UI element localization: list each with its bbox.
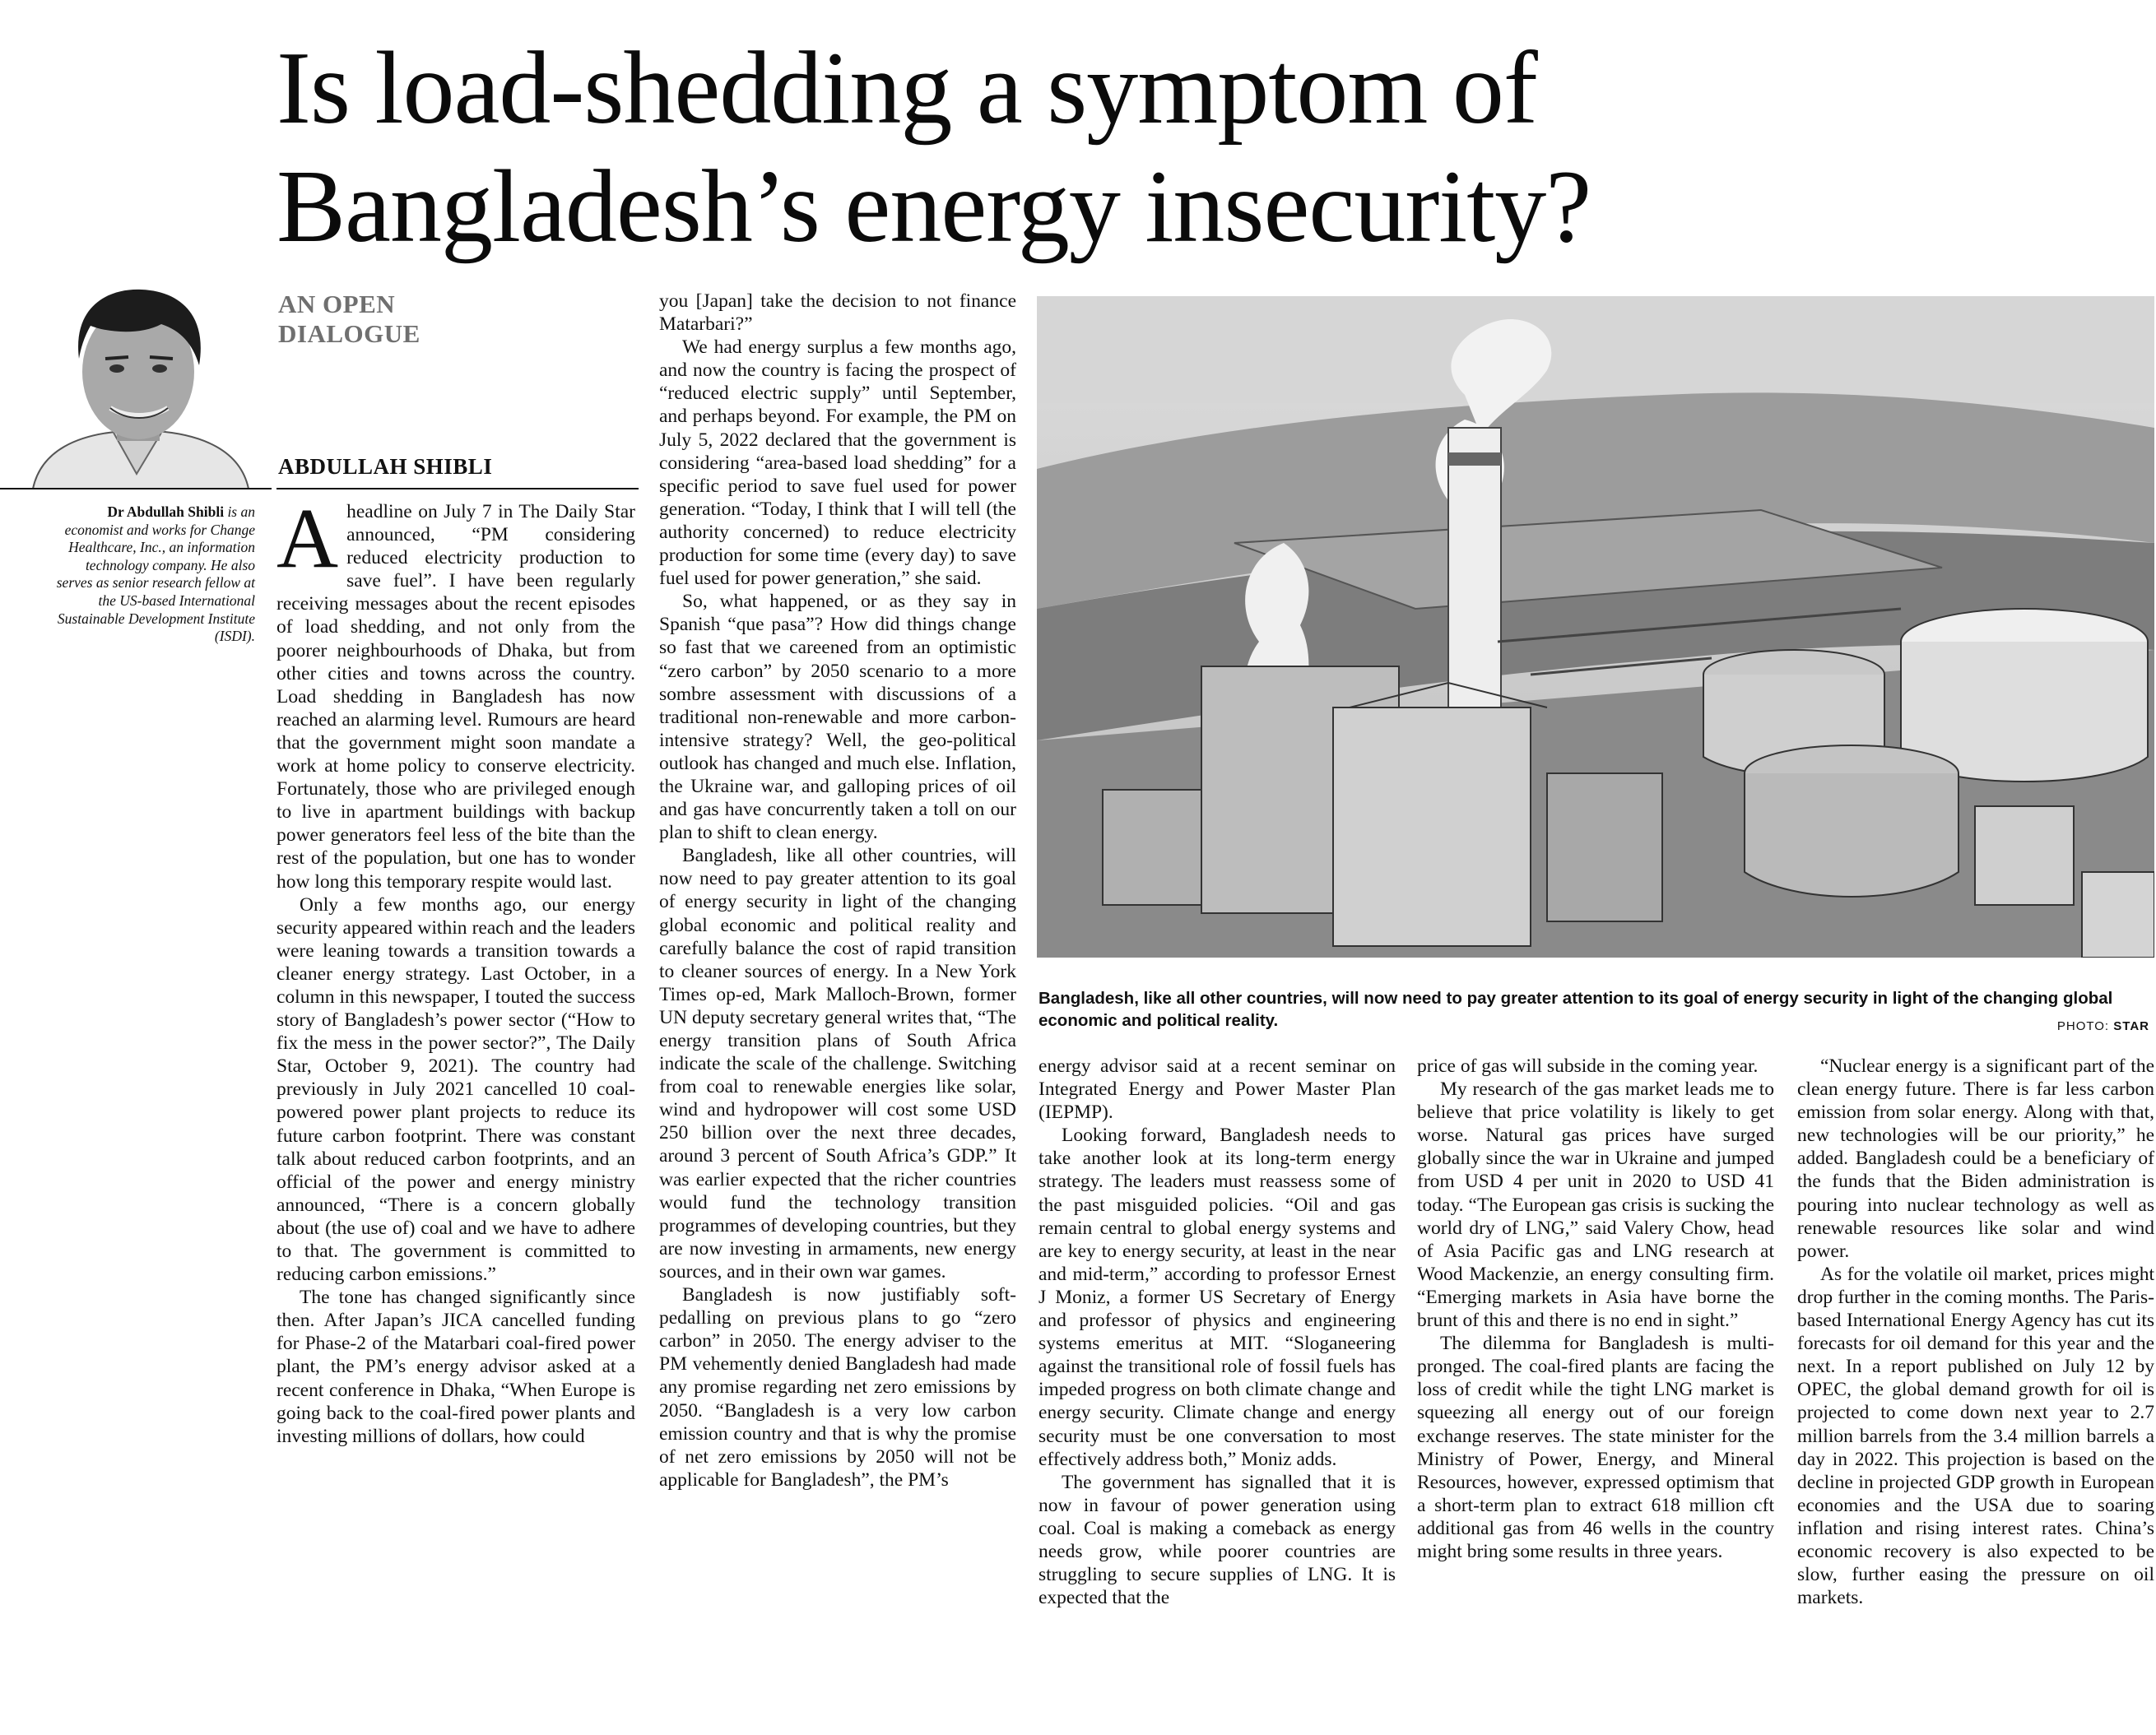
author-bio [49,503,255,646]
article-paragraph: Only a few months ago, our energy security appeared within reach and the leaders were leaning towards a transition towards a cleaner energy strategy. Last October, in a column in this newspaper, I touted the success story of Bangladesh’s power sector (“How to fix the mess in the power sector?”, The Daily Star, October 9, 2021). The country had previously in July 2021 cancelled 10 coal-powered power plant projects to reduce its future carbon footprint. There was constant talk about reduced carbon footprints, and an official of the power and energy ministry announced, “There is a concern globally about (the use of) coal and we have to adhere to that. The government is committed to reducing carbon emissions.” [276,893,635,1286]
article-paragraph: Bangladesh is now justifiably soft-pedalling on previous plans to go “zero carbon” in 2050. The energy adviser to the PM vehemently denied Bangladesh had made any promise regarding net zero emissions by 2050. “Bangladesh is a very low carbon emission country and that is why the promise of net zero emissions by 2050 will not be applicable for Bangladesh”, the PM’s [659,1284,1016,1491]
headline [276,30,1922,267]
article-paragraph: energy advisor said at a recent seminar on Integrated Energy and Power Master Plan (IEPMP). [1039,1055,1396,1124]
article-column-2 [659,290,1016,1731]
article-paragraph: So, what happened, or as they say in Spanish “que pasa”? How did things change so fast that we careened from an optimistic “zero carbon” by 2050 scenario to a more sombre assessment with discussions of a traditional non-renewable and more carbon-intensive strategy? Well, the geo-political outlook has changed and much else. Inflation, the Ukraine war, and galloping prices of oil and gas have concurrently taken a toll on our plan to shift to clean energy. [659,591,1016,844]
photo-credit-source: STAR [2113,1019,2149,1033]
section-kicker [278,290,525,349]
author-byline: ABDULLAH SHIBLI [278,454,493,479]
article-column-1 [276,500,635,1729]
power-plant-photo [1037,296,2154,958]
photo-caption: Bangladesh, like all other countries, will now need to pay greater attention to its goal of energy security in light of the changing global economic and political reality. [1039,989,2113,1030]
article-column-3 [1039,1055,1396,1731]
divider-rule [0,488,272,489]
bio-name: Dr Abdullah Shibli [107,503,225,520]
article-column-5 [1797,1055,2154,1731]
article-paragraph: My research of the gas market leads me to believe that price volatility is likely to get worse. Natural gas prices have surged globally since the war in Ukraine and jumped from USD 4 per unit in 2020 to USD 41 today. “The European gas crisis is sucking the world dry of LNG,” said Valery Chow, head of Asia Pacific gas and LNG research at Wood Mackenzie, an energy consulting firm. “Emerging markets in Asia have borne the brunt of this and there is no end in sight.” [1417,1079,1774,1332]
article-paragraph: The tone has changed significantly since then. After Japan’s JICA cancelled funding for Phase-2 of the Matarbari coal-fired power plant, the PM’s energy advisor asked at a recent conference in Dhaka, “When Europe is going back to the coal-fired power plants and investing millions of dollars, how could [276,1287,635,1447]
article-paragraph: you [Japan] take the decision to not finance Matarbari?” [659,290,1016,336]
article-paragraph: As for the volatile oil market, prices might drop further in the coming months. The Paris-based International Energy Agency has cut its forecasts for oil demand for this year and the next. In a report published on July 12 by OPEC, the global demand growth for oil is projected to come down next year to 2.7 million barrels from the 3.4 million barrels a day in 2022. This projection is based on the decline in projected GDP growth in European economies and the USA due to soaring inflation and rising interest rates. China’s economic recovery is also expected to be slow, further easing the pressure on oil markets. [1797,1263,2154,1609]
drop-cap: A [276,500,339,586]
article-paragraph: The dilemma for Bangladesh is multi-pronged. The coal-fired plants are facing the loss of credit while the tight LNG market is squeezing all energy out of our foreign exchange reserves. The state minister for the Ministry of Power, Energy, and Mineral Resources, however, expressed optimism that a short-term plan to extract 618 million cft additional gas from 46 wells in the country might bring some results in three years. [1417,1333,1774,1562]
headline-line-1: Is load-shedding a symptom of [276,31,1537,146]
author-portrait [0,273,272,489]
byline-rule [276,488,639,489]
photo-credit [2057,1019,2149,1033]
kicker-line-2: DIALOGUE [278,319,421,348]
article-paragraph: We had energy surplus a few months ago, and now the country is facing the prospect of “reduced electric supply” until September, and perhaps beyond. For example, the PM on July 5, 2022 declared that the government is considering “area-based load shedding” for a specific period to save fuel used for power generation. “Today, I think that I will tell (the authority concerned) to reduce electricity production for some time (every day) to save fuel used for power generation,” she said. [659,336,1016,590]
article-column-4 [1417,1055,1774,1731]
article-paragraph: Bangladesh, like all other countries, will now need to pay greater attention to its goal of energy security in light of the changing global economic and political reality and carefully balance the cost of rapid transition to cleaner sources of energy. In a New York Times op-ed, Mark Malloch-Brown, former UN deputy secretary general writes that, “The energy transition plans of South Africa indicate the scale of the challenge. Switching from coal to renewable energies like solar, wind and hydropower will cost some USD 250 billion over the next three decades, around 3 percent of South Africa’s GDP.” It was earlier expected that the richer countries would fund the technology transition programmes of developing countries, but they are now investing in armaments, new energy sources, and in their own war games. [659,845,1016,1283]
article-paragraph: price of gas will subside in the coming year. [1417,1055,1759,1077]
article-paragraph: “Nuclear energy is a significant part of the clean energy future. There is far less carbon emission from solar energy. Along with that, new technologies will be our priority,” he added. Bangladesh could be a beneficiary of the funds that the Biden administration is pouring into nuclear technology as well as renewable resources like solar and wind power. [1797,1055,2154,1262]
headline-line-2: Bangladesh’s energy insecurity? [276,150,1591,264]
article-paragraph: Aheadline on July 7 in The Daily Star announced, “PM considering reduced electricity production to save fuel”. I have been regularly receiving messages about the recent episodes of load shedding, and not only from the poorer neighbourhoods of Dhaka, but from other cities and towns across the country. Load shedding in Bangladesh has now reached an alarming level. Rumours are heard that the government might soon mandate a work at home policy to conserve electricity. Fortunately, those who are privileged enough to live in apartment buildings with backup power generators feel less of the bite than the rest of the population, but one has to wonder how long this temporary respite would last. [276,500,635,893]
kicker-line-1: AN OPEN [278,290,396,318]
bio-text: is an economist and works for Change Healthcare, Inc., an information technology company. He also serves as senior research fellow at the US-based International Sustainable Development Institute (ISDI). [56,503,255,645]
article-paragraph: Looking forward, Bangladesh needs to take another look at its long-term energy strategy. The leaders must reassess some of the past misguided policies. “Oil and gas remain central to global energy systems and are key to energy security, at least in the near and mid-term,” according to professor Ernest J Moniz, a former US Secretary of Energy and professor of physics and engineering systems emeritus at MIT. “Sloganeering against the transitional role of fossil fuels has impeded progress on both climate change and energy security. Climate change and energy security must be one conversation to most effectively address both,” Moniz adds. [1039,1125,1396,1470]
photo-credit-label: PHOTO: [2056,1019,2110,1033]
article-paragraph: The government has signalled that it is now in favour of power generation using coal. Coal is making a comeback as energy needs grow, while poorer countries are struggling to secure supplies of LNG. It is expected that the [1039,1471,1396,1609]
